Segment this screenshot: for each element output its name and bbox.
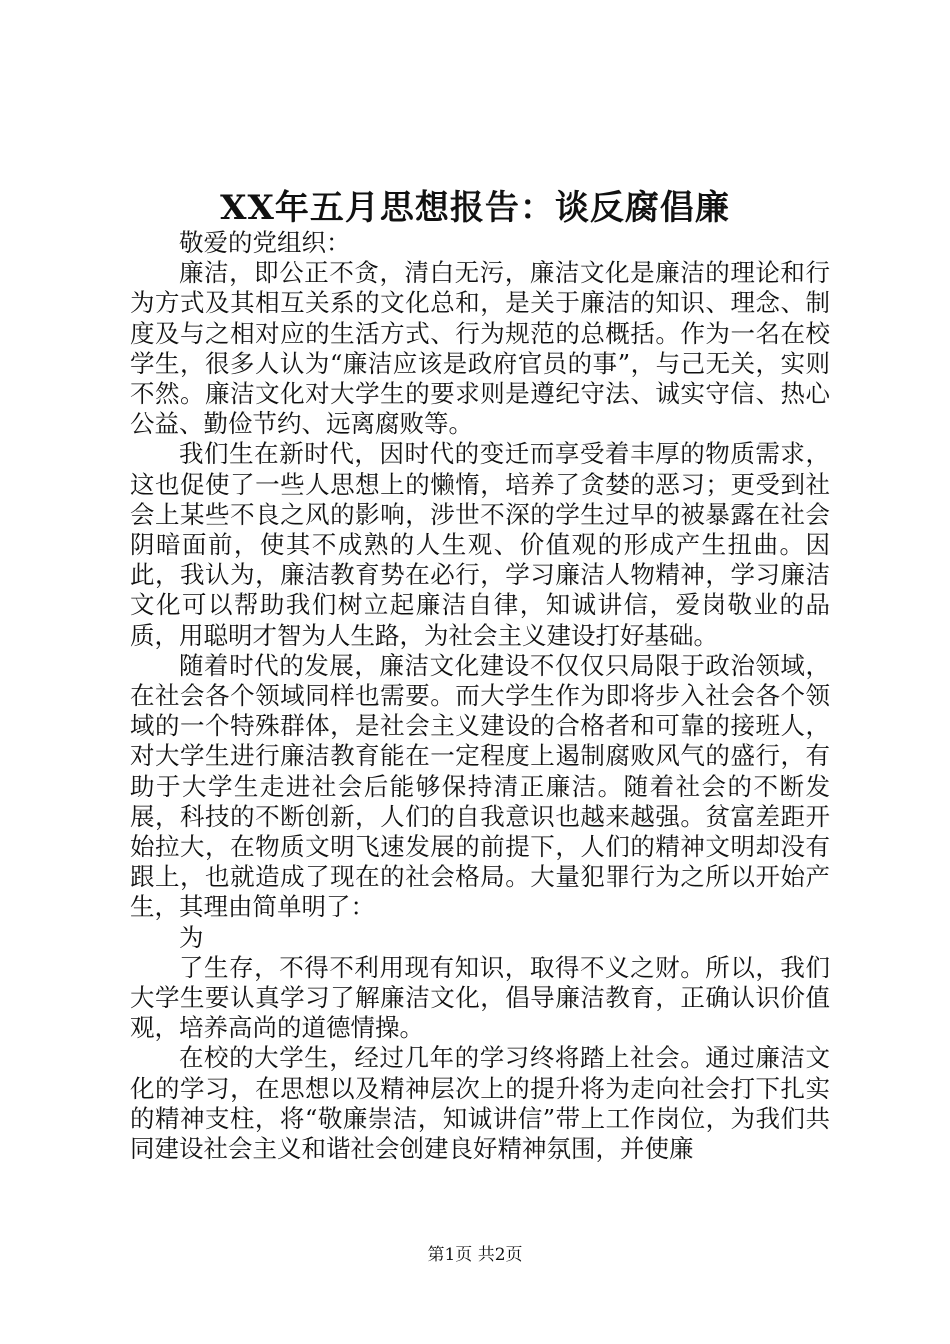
paragraph-2: 我们生在新时代，因时代的变迁而享受着丰厚的物质需求，这也促使了一些人思想上的懒惰，培养了贪婪的恶习；更受到社会上某些不良之风的影响，涉世不深的学生过早的被暴露在社会阴暗面前，使其不成熟的人生观、价值观的形成产生扭曲。因此，我认为，廉洁教育势在必行，学习廉洁人物精神，学习廉洁文化可以帮助我们树立起廉洁自律，知诚讲信，爱岗敬业的品质，用聪明才智为人生路，为社会主义建设打好基础。 — [130, 439, 830, 650]
paragraph-5: 了生存，不得不利用现有知识，取得不义之财。所以，我们大学生要认真学习了解廉洁文化，倡导廉洁教育，正确认识价值观，培养高尚的道德情操。 — [130, 952, 830, 1043]
paragraph-1: 廉洁，即公正不贪，清白无污，廉洁文化是廉洁的理论和行为方式及其相互关系的文化总和，是关于廉洁的知识、理念、制度及与之相对应的生活方式、行为规范的总概括。作为一名在校学生，很多人认为“廉洁应该是政府官员的事”，与己无关，实则不然。廉洁文化对大学生的要求则是遵纪守法、诚实守信、热心公益、勤俭节约、远离腐败等。 — [130, 258, 830, 439]
page-footer: 第1页 共2页 — [427, 1245, 523, 1265]
document-title: XX年五月思想报告：谈反腐倡廉 — [220, 188, 730, 228]
document-body — [130, 228, 830, 1164]
paragraph-6: 在校的大学生，经过几年的学习终将踏上社会。通过廉洁文化的学习，在思想以及精神层次上的提升将为走向社会打下扎实的精神支柱，将“敬廉崇洁，知诚讲信”带上工作岗位，为我们共同建设社会主义和谐社会创建良好精神氛围，并使廉 — [130, 1043, 830, 1164]
salutation: 敬爱的党组织： — [179, 228, 351, 257]
paragraph-4: 为 — [179, 922, 204, 952]
paragraph-3: 随着时代的发展，廉洁文化建设不仅仅只局限于政治领域，在社会各个领域同样也需要。而大学生作为即将步入社会各个领域的一个特殊群体，是社会主义建设的合格者和可靠的接班人，对大学生进行廉洁教育能在一定程度上遏制腐败风气的盛行，有助于大学生走进社会后能够保持清正廉洁。随着社会的不断发展，科技的不断创新，人们的自我意识也越来越强。贫富差距开始拉大，在物质文明飞速发展的前提下，人们的精神文明却没有跟上，也就造成了现在的社会格局。大量犯罪行为之所以开始产生，其理由简单明了： — [130, 650, 830, 922]
